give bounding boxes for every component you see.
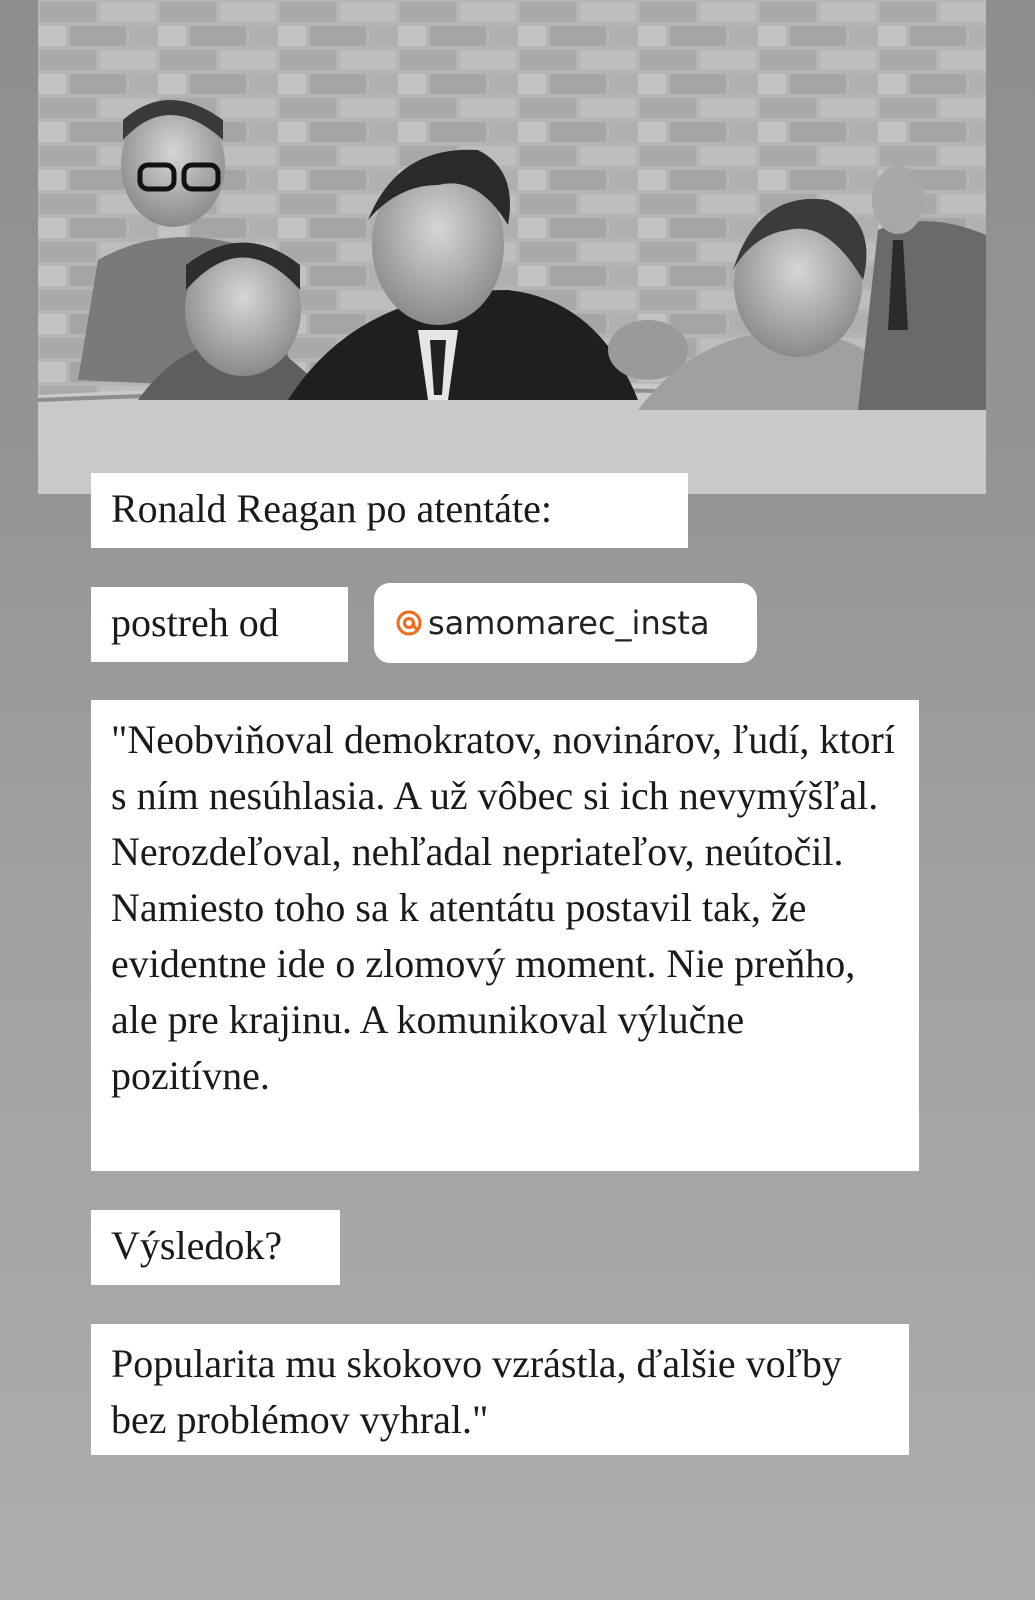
credit-caption: postreh od xyxy=(91,587,348,662)
photo-image xyxy=(38,0,986,494)
mention-handle: samomarec_insta xyxy=(428,604,710,642)
threads-icon xyxy=(394,608,424,638)
title-caption: Ronald Reagan po atentáte: xyxy=(91,473,688,548)
question-caption: Výsledok? xyxy=(91,1210,340,1285)
news-photo xyxy=(38,0,986,494)
mention-sticker[interactable] xyxy=(374,583,757,663)
quote-caption: "Neobviňoval demokratov, novinárov, ľudí, ktorí s ním nesúhlasia. A už vôbec si ich nevymýšľal. Nerozdeľoval, nehľadal nepriateľov, neútočil. Namiesto toho sa k atentátu postavil tak, že evidentne ide o zlomový moment. Nie preňho, ale pre krajinu. A komunikoval výlučne pozitívne. xyxy=(91,700,919,1171)
result-caption: Popularita mu skokovo vzrástla, ďalšie voľby bez problémov vyhral." xyxy=(91,1324,909,1455)
